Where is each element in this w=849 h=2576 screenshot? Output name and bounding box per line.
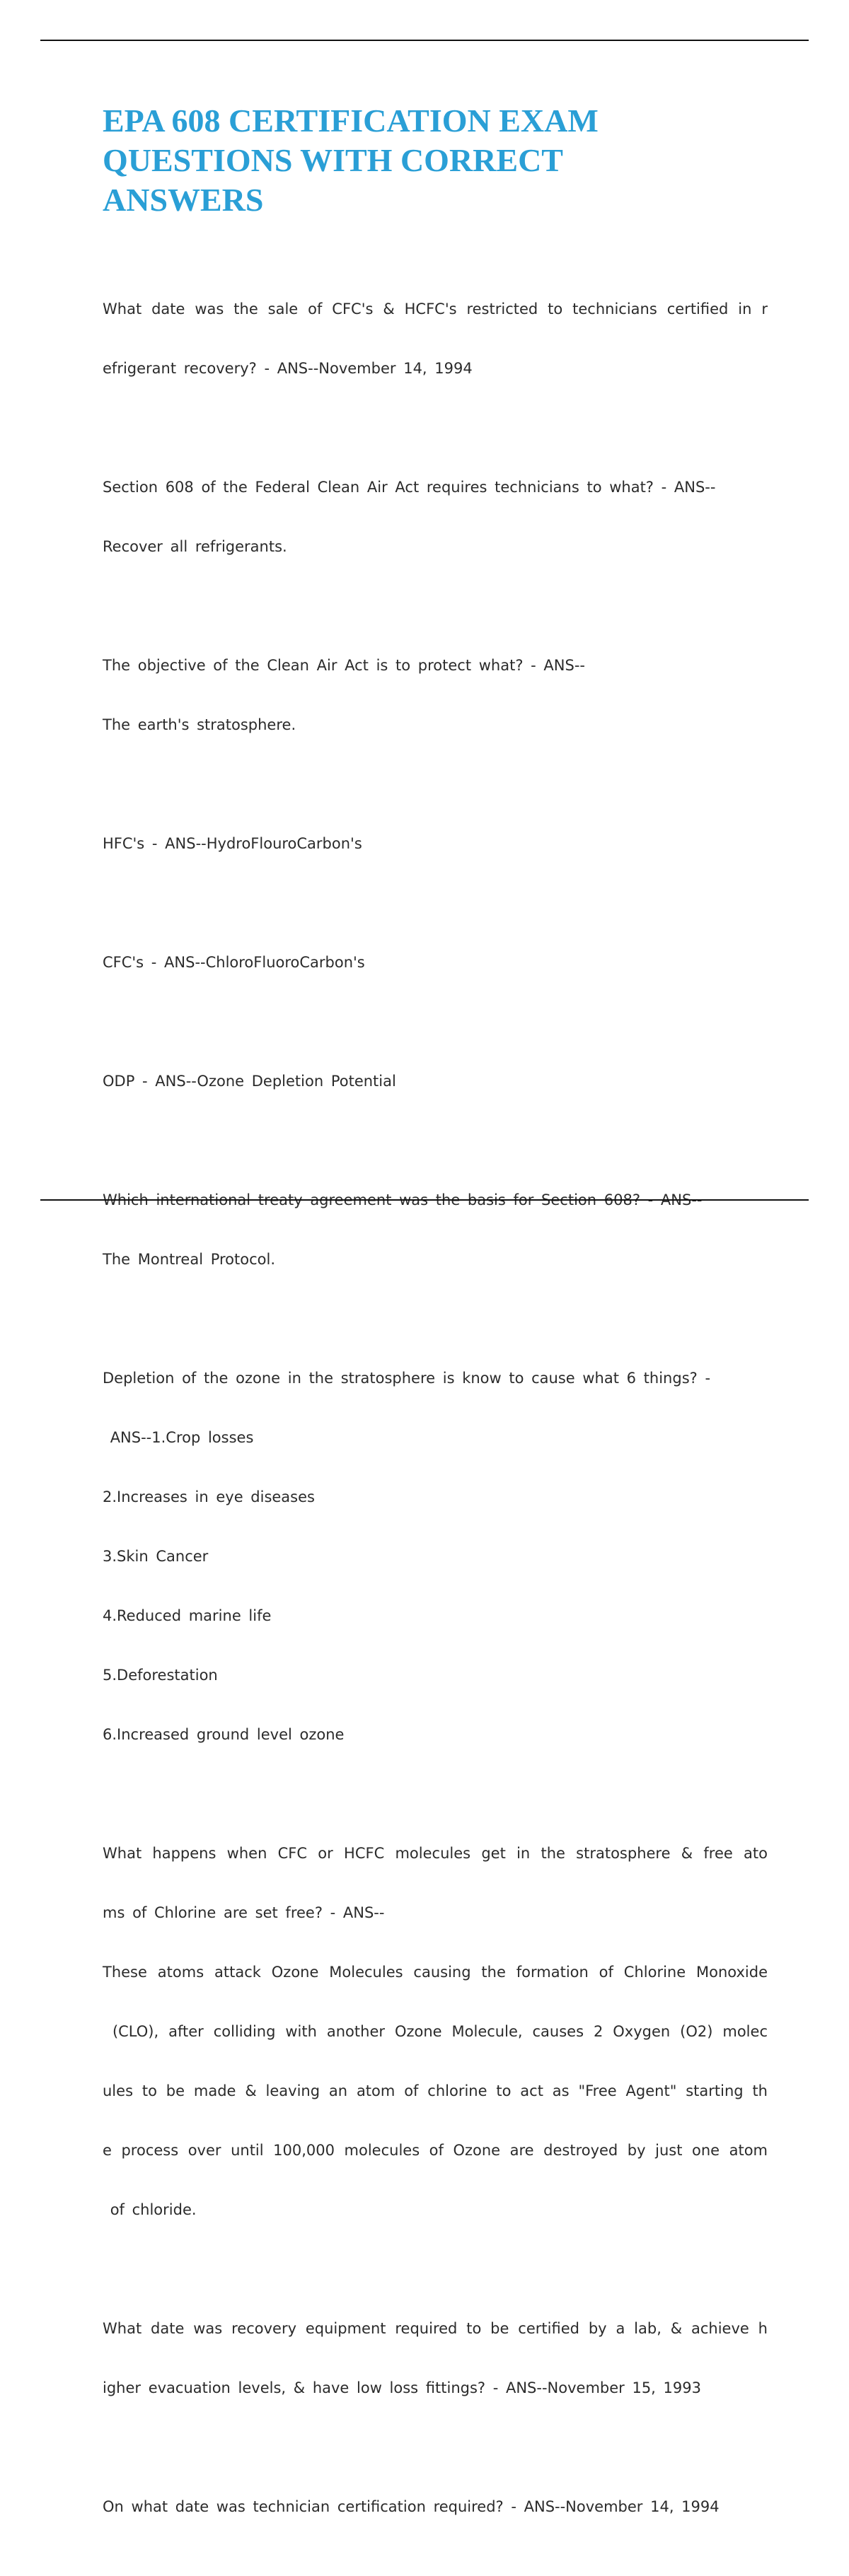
qa-line: 5.Deforestation	[103, 1667, 218, 1684]
qa-line: ms of Chlorine are set free? - ANS--	[103, 1904, 385, 1921]
qa-item	[103, 1804, 768, 2259]
bottom-rule	[40, 1199, 809, 1201]
qa-line: What date was the sale of CFC's & HCFC's restricted to technicians certified in r	[103, 301, 768, 317]
title-line: EPA 608 CERTIFICATION EXAM	[103, 103, 599, 139]
qa-line: Recover all refrigerants.	[103, 538, 287, 555]
qa-line: e process over until 100,000 molecules of Ozone are destroyed by just one atom	[103, 2142, 768, 2159]
qa-item	[103, 2279, 768, 2437]
qa-item	[103, 1032, 768, 1131]
qa-line: Depletion of the ozone in the stratosphere is know to cause what 6 things? -	[103, 1370, 711, 1387]
qa-item	[103, 1329, 768, 1784]
qa-line: What date was recovery equipment required to be certified by a lab, & achieve h	[103, 2320, 768, 2337]
qa-item	[103, 1150, 768, 1309]
qa-line: 4.Reduced marine life	[103, 1607, 272, 1624]
qa-line: igher evacuation levels, & have low loss fittings? - ANS--November 15, 1993	[103, 2379, 701, 2396]
qa-item	[103, 2457, 768, 2556]
qa-line: of chloride.	[103, 2201, 197, 2218]
qa-line: Which international treaty agreement was the basis for Section 608? - ANS--	[103, 1191, 703, 1208]
qa-item	[103, 260, 768, 418]
qa-line: The objective of the Clean Air Act is to protect what? - ANS--	[103, 657, 585, 674]
qa-line: CFC's - ANS--ChloroFluoroCarbon's	[103, 954, 365, 971]
qa-item	[103, 794, 768, 893]
title-line: QUESTIONS WITH CORRECT	[103, 142, 563, 178]
qa-line: ANS--1.Crop losses	[103, 1429, 254, 1446]
qa-line: (CLO), after colliding with another Ozone Molecule, causes 2 Oxygen (O2) molec	[103, 2023, 768, 2040]
qa-line: 6.Increased ground level ozone	[103, 1726, 345, 1743]
qa-line: 3.Skin Cancer	[103, 1548, 209, 1565]
qa-item	[103, 616, 768, 774]
qa-line: efrigerant recovery? - ANS--November 14, 1994	[103, 360, 473, 377]
qa-line: The Montreal Protocol.	[103, 1251, 276, 1268]
qa-line: 2.Increases in eye diseases	[103, 1488, 315, 1505]
qa-line: ODP - ANS--Ozone Depletion Potential	[103, 1073, 396, 1090]
page-title	[103, 101, 669, 220]
qa-item	[103, 438, 768, 596]
qa-line: HFC's - ANS--HydroFlouroCarbon's	[103, 835, 362, 852]
qa-item	[103, 913, 768, 1012]
qa-line: The earth's stratosphere.	[103, 716, 296, 733]
qa-line: On what date was technician certification required? - ANS--November 14, 1994	[103, 2498, 720, 2515]
qa-line: These atoms attack Ozone Molecules causing the formation of Chlorine Monoxide	[103, 1964, 768, 1981]
qa-line: Section 608 of the Federal Clean Air Act requires technicians to what? - ANS--	[103, 479, 716, 496]
qa-list	[103, 260, 768, 2576]
qa-line: What happens when CFC or HCFC molecules get in the stratosphere & free ato	[103, 1845, 768, 1862]
top-rule	[40, 40, 809, 41]
title-line: ANSWERS	[103, 182, 264, 218]
qa-line: ules to be made & leaving an atom of chlorine to act as "Free Agent" starting th	[103, 2082, 768, 2099]
